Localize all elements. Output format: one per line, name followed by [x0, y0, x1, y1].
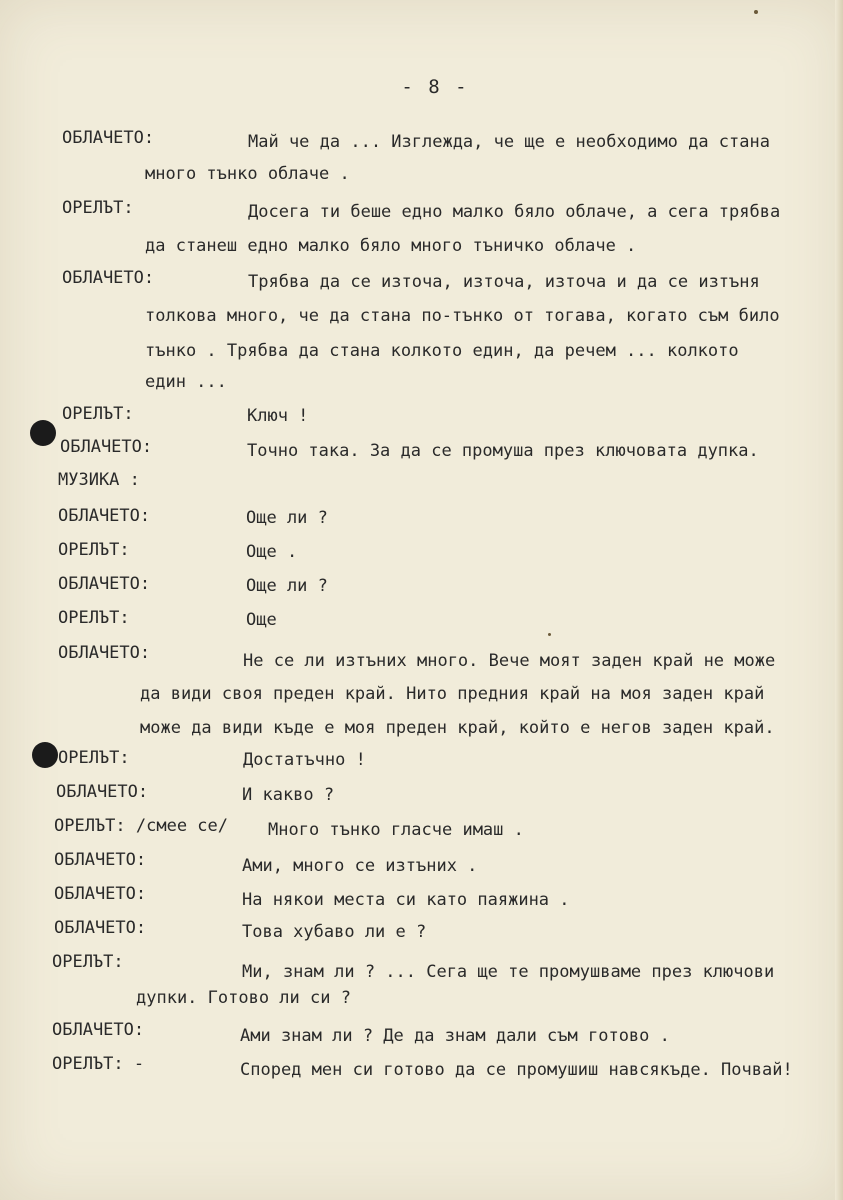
dialogue-text: Точно така. За да се промуша през ключовата дупка.: [247, 441, 759, 461]
paper-speck: [754, 10, 758, 14]
speaker-label: ОРЕЛЪТ:: [52, 952, 124, 972]
dialogue-text: Достатъчно !: [243, 750, 366, 770]
dialogue-text: Още: [246, 610, 277, 630]
speaker-label: ОРЕЛЪТ:: [62, 404, 134, 424]
speaker-label: ОРЕЛЪТ:: [58, 748, 130, 768]
speaker-label: ОБЛАЧЕТО:: [62, 128, 155, 148]
dialogue-text: един ...: [145, 372, 227, 392]
speaker-label: ОБЛАЧЕТО:: [58, 506, 151, 526]
speaker-label: ОБЛАЧЕТО:: [58, 643, 151, 663]
dialogue-text: Май че да ... Изглежда, че ще е необходимо да стана: [248, 132, 770, 152]
speaker-label: ОРЕЛЪТ: /смее се/: [54, 816, 228, 836]
dialogue-text: да види своя преден край. Нито предния край на моя заден край: [140, 684, 765, 704]
punch-hole: [30, 420, 56, 446]
dialogue-text: толкова много, че да стана по-тънко от тогава, когато съм било: [145, 306, 780, 326]
speaker-label: МУЗИКА :: [58, 470, 140, 490]
paper-speck: [548, 633, 551, 636]
punch-hole: [32, 742, 58, 768]
dialogue-text: Ами знам ли ? Де да знам дали съм готово .: [240, 1026, 670, 1046]
speaker-label: ОБЛАЧЕТО:: [58, 574, 151, 594]
speaker-label: ОРЕЛЪТ: -: [52, 1054, 145, 1074]
dialogue-text: може да види къде е моя преден край, който е негов заден край.: [140, 718, 775, 738]
speaker-label: ОБЛАЧЕТО:: [52, 1020, 145, 1040]
speaker-label: ОРЕЛЪТ:: [58, 608, 130, 628]
dialogue-text: Ключ !: [247, 406, 309, 426]
dialogue-text: да станеш едно малко бяло много тъничко облаче .: [145, 236, 637, 256]
speaker-label: ОБЛАЧЕТО:: [60, 437, 153, 457]
dialogue-text: Според мен си готово да се промушиш навсякъде. Почвай!: [240, 1060, 793, 1080]
page-number: - 8 -: [401, 76, 469, 98]
speaker-label: ОБЛАЧЕТО:: [54, 918, 147, 938]
dialogue-text: Не се ли изтъних много. Вече моят заден край не може: [243, 651, 776, 671]
dialogue-text: Още ли ?: [246, 508, 328, 528]
dialogue-text: Ми, знам ли ? ... Сега ще те промушваме през ключови: [242, 962, 775, 982]
dialogue-text: Още ли ?: [246, 576, 328, 596]
speaker-label: ОБЛАЧЕТО:: [54, 850, 147, 870]
dialogue-text: тънко . Трябва да стана колкото един, да речем ... колкото: [145, 341, 739, 361]
page-edge: [835, 0, 843, 1200]
speaker-label: ОБЛАЧЕТО:: [56, 782, 149, 802]
dialogue-text: много тънко облаче .: [145, 164, 350, 184]
dialogue-text: И какво ?: [242, 785, 335, 805]
speaker-label: ОРЕЛЪТ:: [58, 540, 130, 560]
dialogue-text: Това хубаво ли е ?: [242, 922, 427, 942]
dialogue-text: Досега ти беше едно малко бяло облаче, а сега трябва: [248, 202, 781, 222]
dialogue-text: дупки. Готово ли си ?: [136, 988, 351, 1008]
speaker-label: ОБЛАЧЕТО:: [62, 268, 155, 288]
dialogue-text: Много тънко гласче имаш .: [268, 820, 524, 840]
dialogue-text: Още .: [246, 542, 298, 562]
dialogue-text: На някои места си като паяжина .: [242, 890, 570, 910]
dialogue-text: Трябва да се източа, източа, източа и да се изтъня: [248, 272, 760, 292]
speaker-label: ОБЛАЧЕТО:: [54, 884, 147, 904]
speaker-label: ОРЕЛЪТ:: [62, 198, 134, 218]
dialogue-text: Ами, много се изтъних .: [242, 856, 478, 876]
